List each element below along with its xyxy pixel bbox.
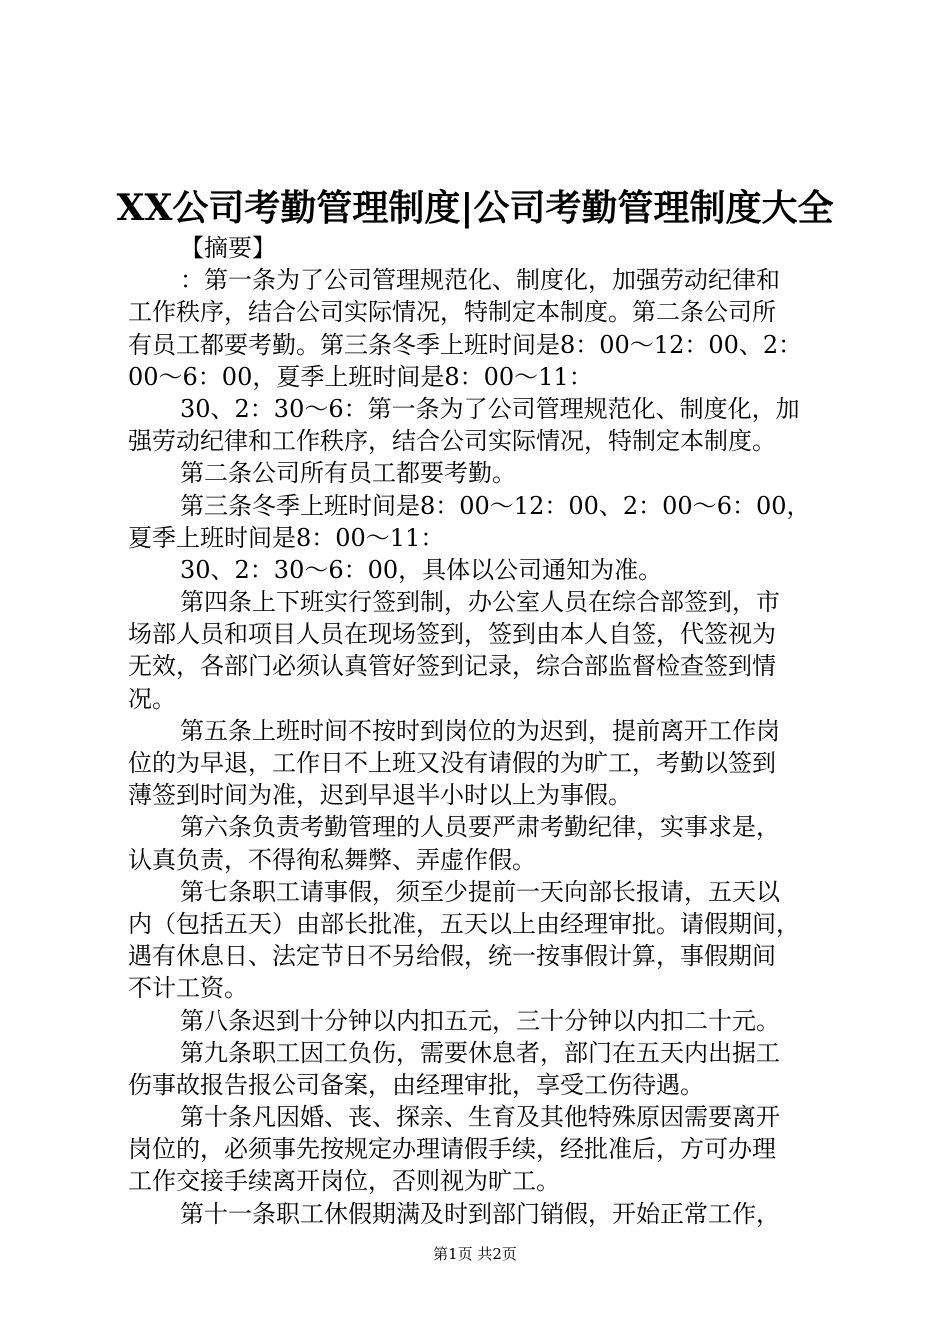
text-line: 内（包括五天）由部长批准，五天以上由经理审批。请假期间， xyxy=(128,909,800,938)
text-line: 场部人员和项目人员在现场签到，签到由本人自签，代签视为 xyxy=(128,620,776,649)
text-line: 第四条上下班实行签到制，办公室人员在综合部签到，市 xyxy=(180,588,780,617)
text-line: 第三条冬季上班时间是8：00～12：00、2：00～6：00， xyxy=(180,491,811,520)
text-line: 第九条职工因工负伤，需要休息者，部门在五天内出据工 xyxy=(180,1038,780,1067)
text-line: 况。 xyxy=(128,684,176,713)
abstract-heading: 【摘要】 xyxy=(180,234,276,262)
text-line: 第五条上班时间不按时到岗位的为迟到，提前离开工作岗 xyxy=(180,716,780,745)
text-line: 30、2：30～6：00，具体以公司通知为准。 xyxy=(180,555,663,584)
text-line: 第七条职工请事假，须至少提前一天向部长报请，五天以 xyxy=(180,877,780,906)
text-line: 30、2：30～6：第一条为了公司管理规范化、制度化，加 xyxy=(180,394,800,423)
text-line: 有员工都要考勤。第三条冬季上班时间是8：00～12：00、2： xyxy=(128,330,803,359)
text-line: 强劳动纪律和工作秩序，结合公司实际情况，特制定本制度。 xyxy=(128,427,776,456)
text-line: ：第一条为了公司管理规范化、制度化，加强劳动纪律和 xyxy=(180,266,780,295)
text-line: 遇有休息日、法定节日不另给假，统一按事假计算，事假期间 xyxy=(128,942,776,971)
text-line: 第十一条职工休假期满及时到部门销假，开始正常工作， xyxy=(180,1199,780,1228)
page-footer: 第1页 共2页 xyxy=(433,1245,517,1263)
text-line: 无效，各部门必须认真管好签到记录，综合部监督检查签到情 xyxy=(128,652,776,681)
text-line: 夏季上班时间是8：00～11： xyxy=(128,523,445,552)
text-line: 第二条公司所有员工都要考勤。 xyxy=(180,459,516,488)
text-line: 不计工资。 xyxy=(128,974,248,1003)
text-line: 位的为早退，工作日不上班又没有请假的为旷工，考勤以签到 xyxy=(128,749,776,777)
text-line: 认真负责，不得徇私舞弊、弄虚作假。 xyxy=(128,845,536,874)
document-body xyxy=(128,232,834,1230)
text-line: 第八条迟到十分钟以内扣五元，三十分钟以内扣二十元。 xyxy=(180,1006,780,1035)
text-line: 工作秩序，结合公司实际情况，特制定本制度。第二条公司所 xyxy=(128,298,776,327)
text-line: 第十条凡因婚、丧、探亲、生育及其他特殊原因需要离开 xyxy=(180,1103,780,1132)
text-line: 工作交接手续离开岗位，否则视为旷工。 xyxy=(128,1167,560,1196)
text-line: 伤事故报告报公司备案，由经理审批，享受工伤待遇。 xyxy=(128,1070,704,1099)
text-line: 薄签到时间为准，迟到早退半小时以上为事假。 xyxy=(128,781,632,810)
text-line: 第六条负责考勤管理的人员要严肃考勤纪律，实事求是， xyxy=(180,813,780,842)
document-title: XX公司考勤管理制度|公司考勤管理制度大全 xyxy=(116,187,834,229)
text-line: 岗位的，必须事先按规定办理请假手续，经批准后，方可办理 xyxy=(128,1135,776,1164)
text-line: 00～6：00，夏季上班时间是8：00～11： xyxy=(128,362,593,391)
